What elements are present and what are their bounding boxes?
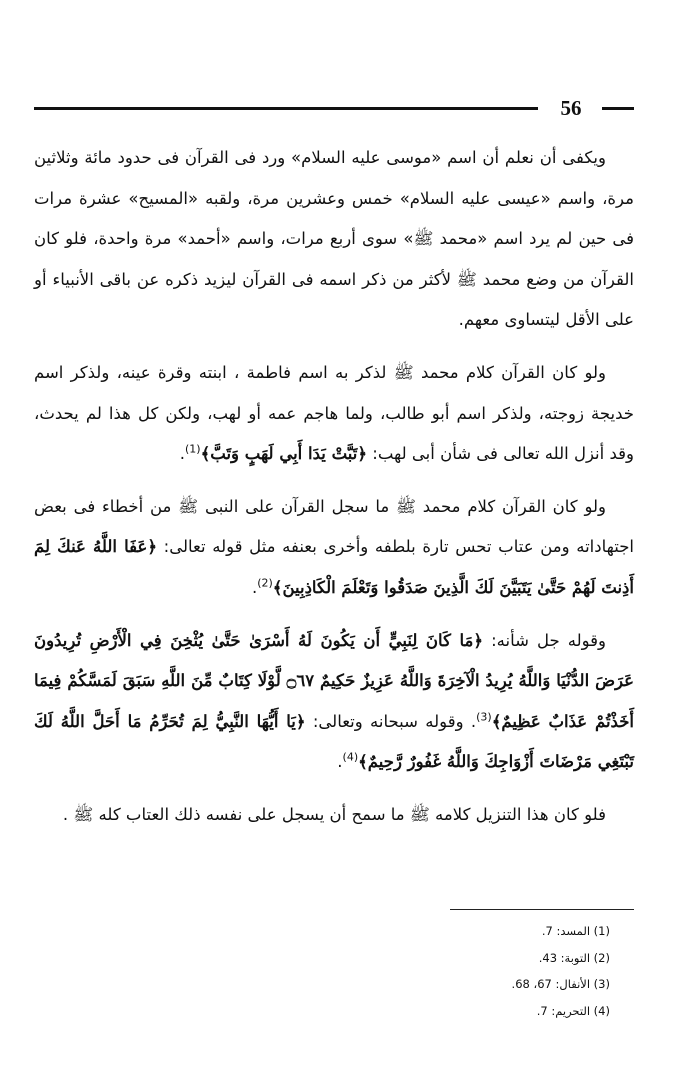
paragraph-5: فلو كان هذا التنزيل كلامه ﷺ ما سمح أن يسجل على نفسه ذلك العتاب كله ﷺ .: [62, 804, 606, 824]
footnote-separator: [450, 909, 634, 910]
footnote-3: (3) الأنفال: 67، 68.: [511, 977, 610, 991]
header-rule-left: [34, 107, 538, 110]
page-header: [34, 93, 634, 123]
paragraph-4-end: .: [337, 752, 343, 772]
footnote-4: (4) التحريم: 7.: [536, 1003, 610, 1018]
footnote-ref-2[interactable]: (2): [257, 576, 273, 590]
header-rule-right: [602, 107, 634, 110]
quran-verse-tahrim: ﴿يَا أَيُّهَا النَّبِيُّ لِمَ تُحَرِّمُ مَا أَحَلَّ اللَّهُ لَكَ تَبْتَغِي مَرْضَاتَ أَزْوَاجِكَ وَاللَّهُ غَفُورٌ رَّحِيمٌ﴾: [34, 711, 634, 772]
footnote-ref-1[interactable]: (1): [184, 442, 201, 456]
footnote-ref-4[interactable]: (4): [342, 750, 359, 764]
footnote-1: (1) المسد: 7.: [541, 924, 610, 938]
quran-verse-anfal: ﴿مَا كَانَ لِنَبِيٍّ أَن يَكُونَ لَهُ أَسْرَىٰ حَتَّىٰ يُثْخِنَ فِي الْأَرْضِ تُرِيدُونَ عَرَضَ الدُّنْيَا وَاللَّهُ يُرِيدُ الْآخِرَةَ وَاللَّهُ عَزِيزٌ حَكِيمٌ ۝٦٧ لَّوْلَا كِتَابٌ مِّنَ اللَّهِ سَبَقَ لَمَسَّكُمْ فِيمَا أَخَذْتُمْ عَذَابٌ عَظِيمٌ﴾: [34, 630, 634, 731]
paragraph-3-text: ولو كان القرآن كلام محمد ﷺ ما سجل القرآن على النبى ﷺ من أخطاء فى بعض اجتهاداته ومن عتاب تحس تارة بلطفه وأخرى بعنفه مثل قوله تعالى:: [34, 496, 634, 557]
paragraph-4-mid: . وقوله سبحانه وتعالى:: [305, 711, 477, 731]
body-text: [34, 138, 634, 848]
quran-verse-tawbah: ﴿عَفَا اللَّهُ عَنكَ لِمَ أَذِنتَ لَهُمْ حَتَّىٰ يَتَبَيَّنَ لَكَ الَّذِينَ صَدَقُوا وَتَعْلَمَ الْكَاذِبِينَ﴾: [34, 537, 634, 597]
footnote-ref-3[interactable]: (3): [476, 710, 492, 724]
paragraph-4-text: وقوله جل شأنه:: [483, 630, 606, 650]
footnote-2: (2) التوبة: 43.: [538, 950, 610, 965]
paragraph-2: [34, 353, 634, 475]
page-number: 56: [560, 96, 582, 120]
paragraph-2-text: ولو كان القرآن كلام محمد ﷺ لذكر به اسم فاطمة ، ابنته وقرة عينه، ولذكر اسم خديجة زوجته، ولذكر اسم أبو طالب، ولما هاجم عمه أو لهب، ولكن كل هذا لم يحدث، وقد أنزل الله تعالى فى شأن أبى لهب:: [34, 362, 634, 464]
paragraph-4: [34, 621, 634, 783]
footnotes: [34, 918, 610, 1024]
paragraph-1: ويكفى أن نعلم أن اسم «موسى عليه السلام» ورد فى القرآن فى حدود مائة وثلاثين مرة، واسم «عيسى عليه السلام» خمس وعشرين مرة، ولقبه «المسيح» عشرة مرات فى حين لم يرد اسم «محمد ﷺ» سوى أربع مرات، واسم «أحمد» مرة واحدة، فلو كان القرآن من وضع محمد ﷺ لأكثر من ذكر اسمه فى القرآن ليزيد ذكره عن باقى الأنبياء أو على الأقل ليتساوى معهم.: [34, 148, 634, 330]
quran-verse-masad: ﴿تَبَّتْ يَدَا أَبِي لَهَبٍ وَتَبَّ﴾: [200, 444, 368, 464]
paragraph-2-end: .: [179, 444, 185, 464]
paragraph-3-end: .: [251, 577, 258, 597]
paragraph-3: [34, 487, 634, 609]
